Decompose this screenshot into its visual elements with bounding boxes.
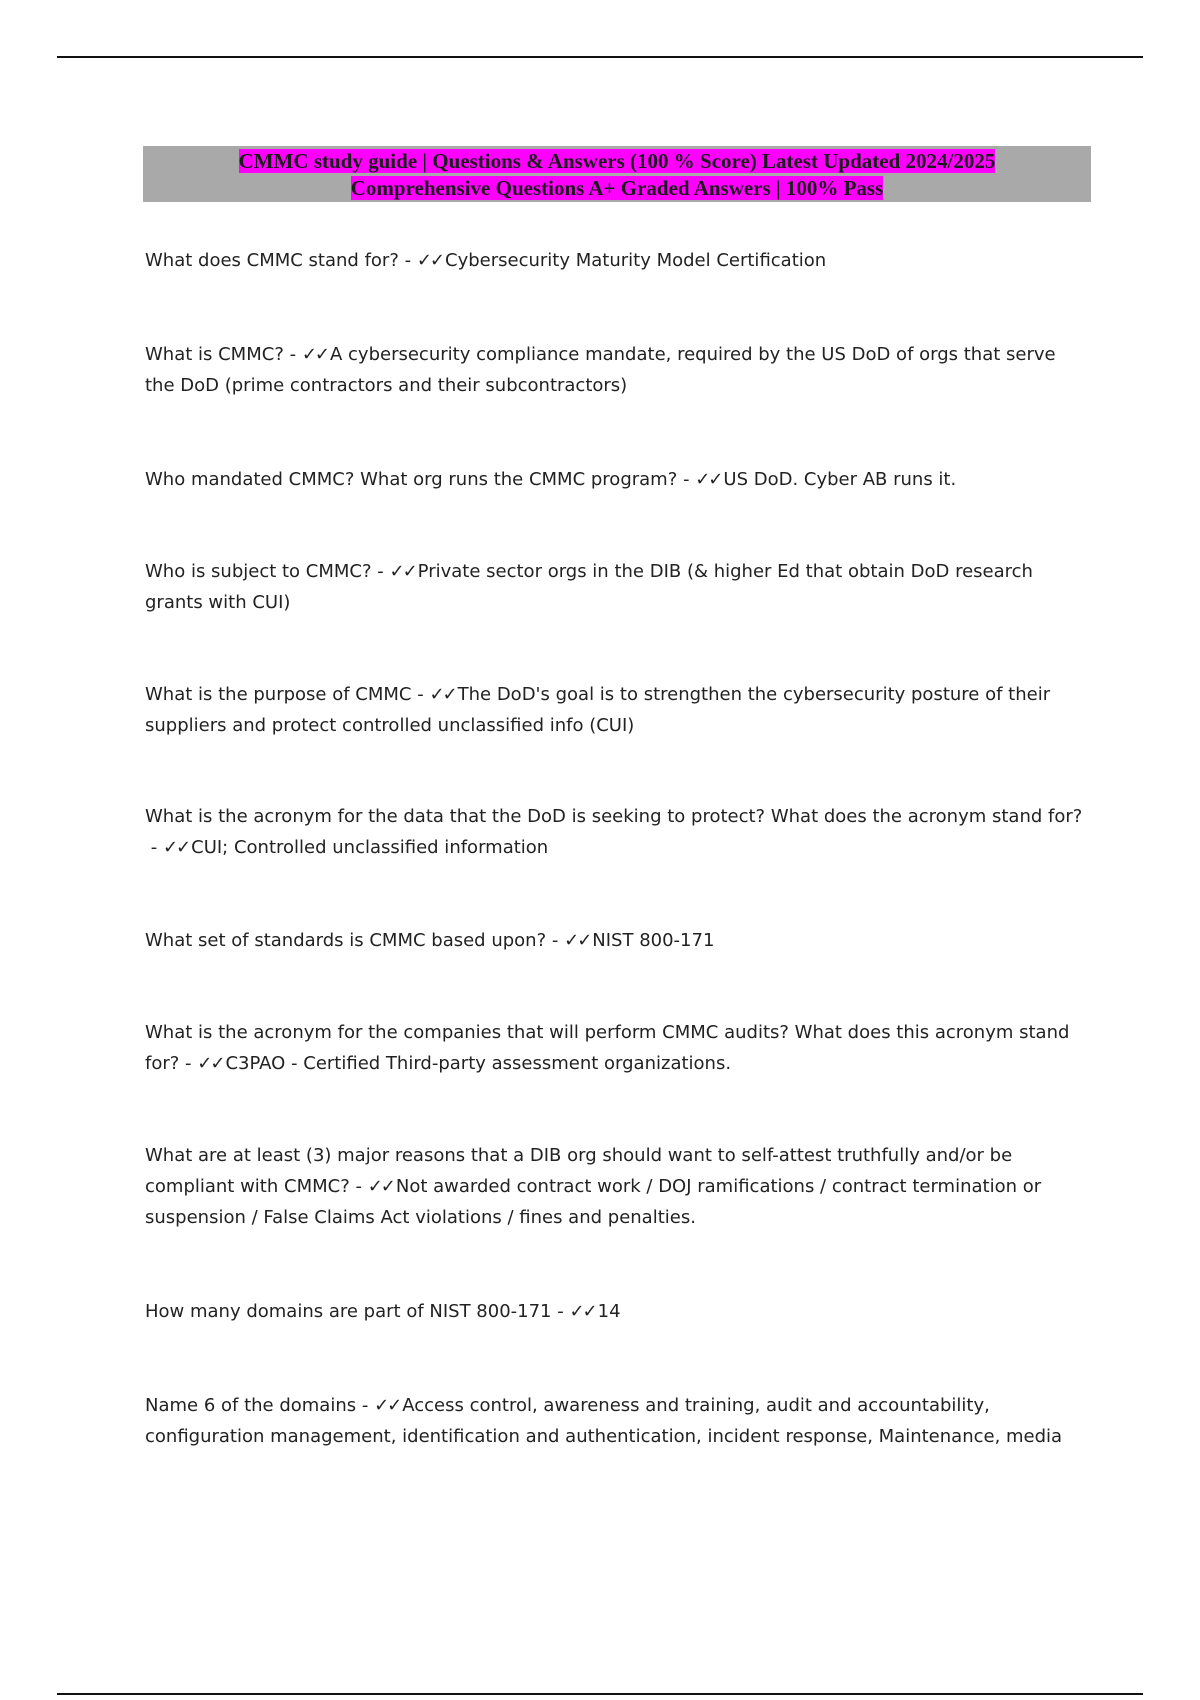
question-text: Name 6 of the domains xyxy=(145,1395,357,1416)
qa-item xyxy=(145,1296,1085,1327)
double-check-icon: ✓✓ xyxy=(389,561,416,582)
qa-item xyxy=(145,339,1085,401)
double-check-icon: ✓✓ xyxy=(564,930,591,951)
double-check-icon: ✓✓ xyxy=(695,469,722,490)
answer-text: Not awarded contract work / DOJ ramifications / contract termination or suspension / False Claims Act violations / fines and penalties. xyxy=(145,1176,1042,1228)
qa-item xyxy=(145,1390,1085,1452)
qa-item xyxy=(145,556,1085,618)
separator: - xyxy=(349,1176,368,1197)
question-text: What are at least (3) major reasons that a DIB org should want to self-attest truthfully and/or be compliant with CMMC? xyxy=(145,1145,1013,1197)
double-check-icon: ✓✓ xyxy=(569,1301,596,1322)
qa-item xyxy=(145,245,1085,276)
qa-item xyxy=(145,801,1085,863)
qa-item xyxy=(145,464,1085,495)
question-text: What set of standards is CMMC based upon? xyxy=(145,930,547,951)
question-text: What is the acronym for the companies that will perform CMMC audits? What does this acronym stand for? xyxy=(145,1022,1070,1074)
question-text: What is CMMC? xyxy=(145,344,284,365)
double-check-icon: ✓✓ xyxy=(367,1176,394,1197)
double-check-icon: ✓✓ xyxy=(301,344,328,365)
separator: - xyxy=(398,250,417,271)
answer-text: US DoD. Cyber AB runs it. xyxy=(723,469,957,490)
footer-rule xyxy=(57,1693,1143,1695)
separator: - xyxy=(179,1053,198,1074)
answer-text: C3PAO - Certified Third-party assessment organizations. xyxy=(225,1053,732,1074)
answer-text: Access control, awareness and training, audit and accountability, configuration management, identification and authentication, incident response, Maintenance, media xyxy=(145,1395,1063,1447)
answer-text: Private sector orgs in the DIB (& higher Ed that obtain DoD research grants with CUI) xyxy=(145,561,1033,613)
answer-text: A cybersecurity compliance mandate, required by the US DoD of orgs that serve the DoD (prime contractors and their subcontractors) xyxy=(145,344,1056,396)
qa-item xyxy=(145,679,1085,741)
double-check-icon: ✓✓ xyxy=(374,1395,401,1416)
separator: - xyxy=(145,837,163,858)
answer-text: 14 xyxy=(597,1301,621,1322)
double-check-icon: ✓✓ xyxy=(197,1053,224,1074)
answer-text: CUI; Controlled unclassified information xyxy=(191,837,549,858)
question-text: How many domains are part of NIST 800-171 xyxy=(145,1301,552,1322)
question-text: Who mandated CMMC? What org runs the CMMC program? xyxy=(145,469,678,490)
separator: - xyxy=(371,561,390,582)
qa-item xyxy=(145,925,1085,956)
separator: - xyxy=(411,684,430,705)
title-line-1: CMMC study guide | Questions & Answers (100 % Score) Latest Updated 2024/2025 xyxy=(238,149,996,173)
double-check-icon: ✓✓ xyxy=(416,250,443,271)
qa-item xyxy=(145,1140,1085,1233)
question-text: Who is subject to CMMC? xyxy=(145,561,372,582)
header-rule xyxy=(57,56,1143,58)
separator: - xyxy=(677,469,696,490)
answer-text: NIST 800-171 xyxy=(592,930,715,951)
document-title xyxy=(143,146,1091,202)
answer-text: Cybersecurity Maturity Model Certification xyxy=(445,250,827,271)
qa-item xyxy=(145,1017,1085,1079)
question-text: What does CMMC stand for? xyxy=(145,250,399,271)
answer-text: The DoD's goal is to strengthen the cybersecurity posture of their suppliers and protect controlled unclassified info (CUI) xyxy=(145,684,1051,736)
separator: - xyxy=(546,930,565,951)
separator: - xyxy=(551,1301,570,1322)
separator: - xyxy=(283,344,302,365)
double-check-icon: ✓✓ xyxy=(162,837,190,858)
question-text: What is the acronym for the data that the DoD is seeking to protect? What does the acronym stand for? xyxy=(145,806,1083,827)
question-text: What is the purpose of CMMC xyxy=(145,684,412,705)
separator: - xyxy=(356,1395,375,1416)
double-check-icon: ✓✓ xyxy=(429,684,456,705)
title-line-2: Comprehensive Questions A+ Graded Answers | 100% Pass xyxy=(350,176,884,200)
